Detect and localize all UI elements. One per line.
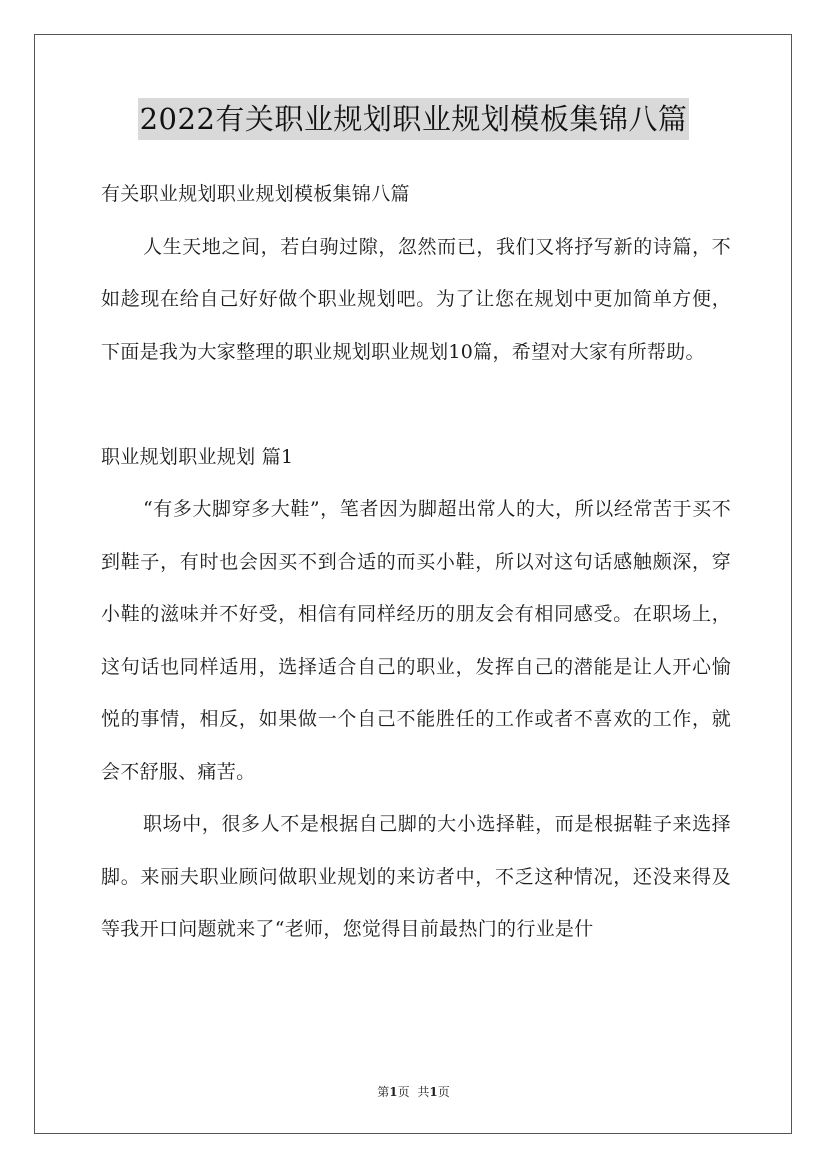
document-title: 2022有关职业规划职业规划模板集锦八篇: [138, 98, 690, 140]
page-footer: [0, 1083, 827, 1100]
total-prefix: 共: [417, 1085, 430, 1099]
section-gap: [101, 378, 731, 431]
section-heading: 职业规划职业规划 篇1: [101, 445, 294, 468]
title-wrap: [0, 98, 827, 140]
total-suffix: 页: [437, 1085, 450, 1099]
page-suffix: 页: [397, 1085, 410, 1099]
subtitle: 有关职业规划职业规划模板集锦八篇: [101, 183, 410, 205]
page-prefix: 第: [377, 1085, 390, 1099]
page-number: 1: [389, 1085, 398, 1099]
document-body: [101, 168, 731, 956]
body-paragraph: 职场中，很多人不是根据自己脚的大小选择鞋，而是根据鞋子来选择脚。来丽夫职业顾问做职业规划的来访者中，不乏这种情况，还没来得及等我开口问题就来了“老师，您觉得目前最热门的行业是什: [101, 813, 731, 940]
intro-paragraph: 人生天地之间，若白驹过隙，忽然而已，我们又将抒写新的诗篇，不如趁现在给自己好好做个职业规划吧。为了让您在规划中更加简单方便，下面是我为大家整理的职业规划职业规划10篇，希望对大家有所帮助。: [101, 235, 731, 363]
body-paragraph: “有多大脚穿多大鞋”，笔者因为脚超出常人的大，所以经常苦于买不到鞋子，有时也会因买不到合适的而买小鞋，所以对这句话感触颇深，穿小鞋的滋味并不好受，相信有同样经历的朋友会有相同感受。在职场上，这句话也同样适用，选择适合自己的职业，发挥自己的潜能是让人开心愉悦的事情，相反，如果做一个自己不能胜任的工作或者不喜欢的工作，就会不舒服、痛苦。: [101, 498, 731, 783]
total-pages: 1: [429, 1085, 438, 1099]
